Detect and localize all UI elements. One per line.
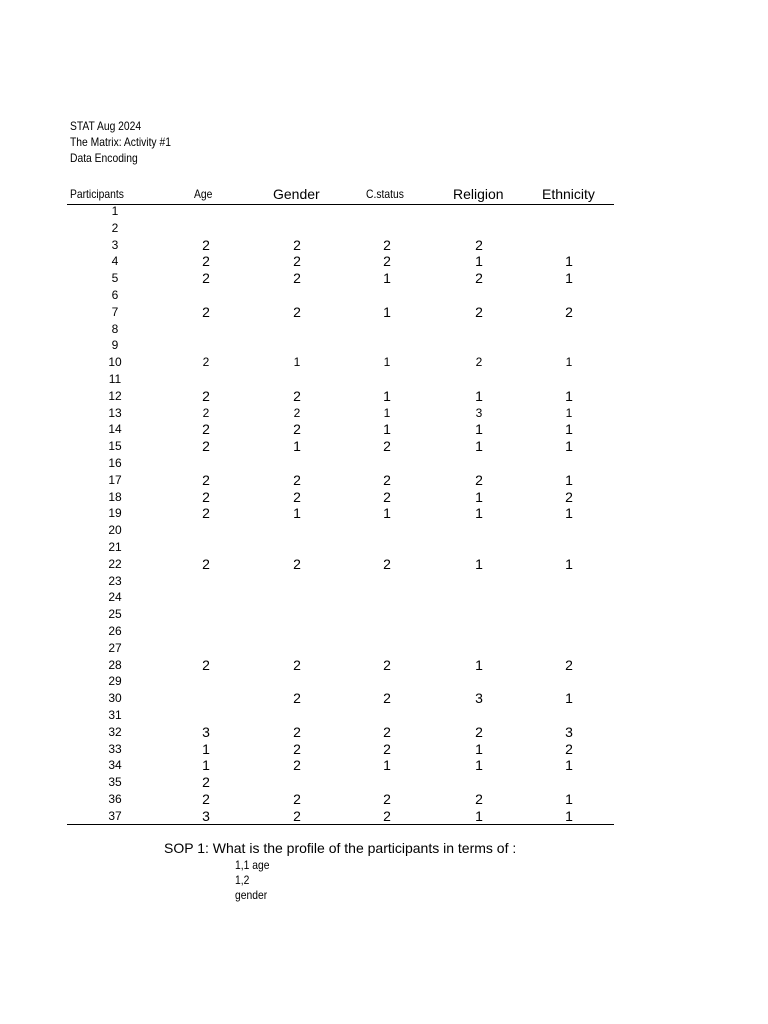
ethnicity-value: 2 xyxy=(565,488,573,505)
age-value: 2 xyxy=(202,253,210,270)
ethnicity-value xyxy=(549,455,589,472)
religion-value: 1 xyxy=(475,488,483,505)
gender-value: 2 xyxy=(293,387,301,404)
participant-id: 9 xyxy=(111,338,119,353)
participant-id: 4 xyxy=(111,254,119,269)
participant-id: 33 xyxy=(108,741,122,756)
table-row xyxy=(0,455,768,472)
ethnicity-value xyxy=(549,337,589,354)
cstatus-value: 2 xyxy=(383,438,391,455)
cstatus-value xyxy=(367,774,407,791)
cstatus-value xyxy=(367,337,407,354)
table-row xyxy=(0,673,768,690)
age-value: 2 xyxy=(202,405,210,420)
ethnicity-value: 3 xyxy=(565,723,573,740)
table-row xyxy=(0,791,768,808)
participant-id: 16 xyxy=(108,456,122,470)
gender-value xyxy=(277,640,317,657)
ethnicity-value: 1 xyxy=(565,555,573,572)
age-value: 2 xyxy=(202,387,210,404)
religion-value xyxy=(459,623,499,640)
ethnicity-value xyxy=(549,522,589,539)
religion-value xyxy=(459,287,499,304)
gender-value: 2 xyxy=(293,253,301,270)
religion-value xyxy=(459,573,499,590)
column-header-ethnicity: Ethnicity xyxy=(542,186,595,202)
table-row xyxy=(0,556,768,573)
participant-id: 32 xyxy=(108,724,122,739)
table-row xyxy=(0,371,768,388)
cstatus-value xyxy=(367,371,407,388)
ethnicity-value xyxy=(549,220,589,237)
ethnicity-value xyxy=(549,640,589,657)
age-value xyxy=(186,673,226,690)
column-header-religion: Religion xyxy=(453,186,504,202)
cstatus-value: 1 xyxy=(383,757,391,774)
religion-value xyxy=(459,337,499,354)
age-value: 2 xyxy=(202,656,210,673)
age-value xyxy=(186,606,226,623)
cstatus-value: 1 xyxy=(383,355,391,370)
participant-id: 27 xyxy=(108,640,122,655)
age-value: 3 xyxy=(202,807,210,824)
cstatus-value: 2 xyxy=(383,471,391,488)
gender-value: 2 xyxy=(293,807,301,824)
gender-value xyxy=(277,522,317,539)
participant-id: 30 xyxy=(108,691,122,706)
religion-value: 1 xyxy=(475,387,483,404)
participant-id: 36 xyxy=(108,792,122,806)
cstatus-value xyxy=(367,623,407,640)
gender-value xyxy=(277,220,317,237)
religion-value xyxy=(459,522,499,539)
religion-value xyxy=(459,220,499,237)
sop-item: 1,1 age xyxy=(235,858,270,872)
cstatus-value: 2 xyxy=(383,555,391,572)
gender-value: 2 xyxy=(293,791,301,807)
ethnicity-value xyxy=(549,707,589,724)
cstatus-value xyxy=(367,321,407,338)
age-value: 2 xyxy=(202,555,210,572)
ethnicity-value: 1 xyxy=(565,690,573,707)
cstatus-value xyxy=(367,589,407,606)
ethnicity-value xyxy=(549,287,589,304)
age-value: 1 xyxy=(202,740,210,757)
participant-id: 34 xyxy=(108,758,122,773)
cstatus-value: 2 xyxy=(383,236,391,253)
header-line-1: STAT Aug 2024 xyxy=(70,119,142,133)
cstatus-value: 1 xyxy=(383,405,391,420)
gender-value xyxy=(277,707,317,724)
cstatus-value xyxy=(367,606,407,623)
gender-value xyxy=(277,774,317,791)
religion-value: 2 xyxy=(475,236,483,253)
gender-value: 2 xyxy=(293,757,301,774)
gender-value: 1 xyxy=(293,438,301,455)
ethnicity-value: 1 xyxy=(565,253,573,270)
religion-value xyxy=(459,589,499,606)
table-row xyxy=(0,388,768,405)
religion-value: 2 xyxy=(475,471,483,488)
religion-value xyxy=(459,539,499,556)
table-row xyxy=(0,589,768,606)
participant-id: 1 xyxy=(111,204,119,218)
gender-value xyxy=(277,673,317,690)
gender-value xyxy=(277,589,317,606)
cstatus-value: 1 xyxy=(383,303,391,320)
cstatus-value: 2 xyxy=(383,488,391,505)
age-value: 3 xyxy=(202,723,210,740)
participant-id: 11 xyxy=(108,372,122,386)
participant-id: 15 xyxy=(108,439,122,454)
gender-value: 2 xyxy=(293,723,301,740)
participant-id: 35 xyxy=(108,775,122,790)
cstatus-value: 1 xyxy=(383,505,391,522)
ethnicity-value xyxy=(549,237,589,254)
religion-value: 2 xyxy=(475,723,483,740)
gender-value xyxy=(277,539,317,556)
column-header-age: Age xyxy=(194,187,213,201)
religion-value: 1 xyxy=(475,505,483,522)
participant-id: 29 xyxy=(108,674,122,689)
participant-id: 6 xyxy=(111,288,119,302)
column-header-cstatus: C.status xyxy=(366,187,404,201)
religion-value xyxy=(459,673,499,690)
column-header-participants: Participants xyxy=(70,187,124,201)
sop-item: gender xyxy=(235,888,268,902)
participant-id: 3 xyxy=(111,237,119,252)
gender-value: 1 xyxy=(293,505,301,522)
table-row xyxy=(0,472,768,489)
participant-id: 24 xyxy=(108,590,122,605)
ethnicity-value: 1 xyxy=(565,421,573,438)
ethnicity-value: 1 xyxy=(565,405,573,420)
ethnicity-value: 1 xyxy=(565,791,573,807)
ethnicity-value xyxy=(549,203,589,220)
religion-value: 2 xyxy=(475,791,483,807)
gender-value xyxy=(277,455,317,472)
participant-id: 31 xyxy=(108,708,122,722)
age-value xyxy=(186,455,226,472)
table-row xyxy=(0,220,768,237)
religion-value xyxy=(459,707,499,724)
gender-value: 2 xyxy=(293,690,301,707)
age-value xyxy=(186,539,226,556)
religion-value: 1 xyxy=(475,807,483,824)
table-row xyxy=(0,287,768,304)
participant-id: 20 xyxy=(108,523,122,538)
gender-value xyxy=(277,606,317,623)
participant-id: 22 xyxy=(108,556,122,571)
age-value: 2 xyxy=(202,236,210,253)
table-row xyxy=(0,203,768,220)
participant-id: 10 xyxy=(108,355,122,370)
participant-id: 25 xyxy=(108,607,122,622)
table-row xyxy=(0,489,768,506)
table-row xyxy=(0,438,768,455)
table-row xyxy=(0,270,768,287)
religion-value: 3 xyxy=(475,405,483,420)
table-row xyxy=(0,640,768,657)
participant-id: 37 xyxy=(108,808,122,823)
age-value xyxy=(186,371,226,388)
header-line-2: The Matrix: Activity #1 xyxy=(70,135,171,149)
religion-value: 1 xyxy=(475,656,483,673)
gender-value: 2 xyxy=(293,270,301,287)
age-value: 2 xyxy=(202,303,210,320)
participant-id: 19 xyxy=(108,506,122,521)
gender-value xyxy=(277,573,317,590)
table-row xyxy=(0,573,768,590)
ethnicity-value: 2 xyxy=(565,740,573,757)
cstatus-value: 2 xyxy=(383,791,391,807)
ethnicity-value: 2 xyxy=(565,303,573,320)
ethnicity-value: 1 xyxy=(565,807,573,824)
participant-id: 5 xyxy=(111,271,119,286)
table-row xyxy=(0,690,768,707)
age-value: 2 xyxy=(202,791,210,807)
table-row xyxy=(0,421,768,438)
religion-value: 1 xyxy=(475,421,483,438)
ethnicity-value: 1 xyxy=(565,270,573,287)
gender-value: 2 xyxy=(293,471,301,488)
cstatus-value xyxy=(367,220,407,237)
ethnicity-value xyxy=(549,774,589,791)
cstatus-value xyxy=(367,287,407,304)
table-row xyxy=(0,337,768,354)
ethnicity-value: 2 xyxy=(565,656,573,673)
cstatus-value xyxy=(367,707,407,724)
religion-value xyxy=(459,455,499,472)
header-line-3: Data Encoding xyxy=(70,151,138,165)
cstatus-value: 1 xyxy=(383,421,391,438)
age-value xyxy=(186,623,226,640)
table-row xyxy=(0,724,768,741)
table-row xyxy=(0,808,768,825)
age-value: 2 xyxy=(202,421,210,438)
religion-value xyxy=(459,640,499,657)
gender-value xyxy=(277,203,317,220)
ethnicity-value xyxy=(549,623,589,640)
gender-value: 2 xyxy=(293,236,301,253)
gender-value: 2 xyxy=(293,555,301,572)
age-value xyxy=(186,573,226,590)
religion-value xyxy=(459,774,499,791)
gender-value xyxy=(277,321,317,338)
participant-id: 26 xyxy=(108,624,122,638)
religion-value: 1 xyxy=(475,253,483,270)
gender-value: 1 xyxy=(293,355,301,370)
gender-value: 2 xyxy=(293,488,301,505)
cstatus-value: 2 xyxy=(383,690,391,707)
age-value xyxy=(186,287,226,304)
table-row xyxy=(0,657,768,674)
cstatus-value xyxy=(367,539,407,556)
ethnicity-value: 1 xyxy=(565,355,573,370)
age-value xyxy=(186,640,226,657)
participant-id: 18 xyxy=(108,489,122,504)
religion-value xyxy=(459,371,499,388)
cstatus-value xyxy=(367,673,407,690)
ethnicity-value xyxy=(549,539,589,556)
participant-id: 2 xyxy=(111,220,119,235)
participant-id: 17 xyxy=(108,472,122,487)
cstatus-value xyxy=(367,455,407,472)
ethnicity-value: 1 xyxy=(565,505,573,522)
age-value: 2 xyxy=(202,355,210,370)
table-row xyxy=(0,623,768,640)
sop-question: SOP 1: What is the profile of the participants in terms of : xyxy=(164,840,517,856)
gender-value: 2 xyxy=(293,740,301,757)
gender-value xyxy=(277,337,317,354)
age-value xyxy=(186,522,226,539)
table-row xyxy=(0,757,768,774)
table-row xyxy=(0,741,768,758)
age-value: 2 xyxy=(202,438,210,455)
table-row xyxy=(0,774,768,791)
participant-id: 28 xyxy=(108,657,122,672)
cstatus-value: 2 xyxy=(383,253,391,270)
gender-value: 2 xyxy=(293,303,301,320)
table-bottom-rule xyxy=(67,824,614,825)
ethnicity-value xyxy=(549,673,589,690)
religion-value: 2 xyxy=(475,355,483,370)
participant-id: 7 xyxy=(111,304,119,319)
ethnicity-value: 1 xyxy=(565,471,573,488)
gender-value xyxy=(277,623,317,640)
gender-value xyxy=(277,371,317,388)
table-row xyxy=(0,405,768,422)
cstatus-value xyxy=(367,522,407,539)
ethnicity-value: 1 xyxy=(565,438,573,455)
table-row xyxy=(0,253,768,270)
gender-value: 2 xyxy=(293,405,301,420)
age-value: 2 xyxy=(202,488,210,505)
cstatus-value: 1 xyxy=(383,387,391,404)
ethnicity-value xyxy=(549,589,589,606)
table-row xyxy=(0,522,768,539)
religion-value: 1 xyxy=(475,740,483,757)
religion-value xyxy=(459,203,499,220)
age-value: 2 xyxy=(202,774,210,791)
cstatus-value: 2 xyxy=(383,807,391,824)
religion-value xyxy=(459,606,499,623)
age-value: 2 xyxy=(202,505,210,522)
age-value: 2 xyxy=(202,471,210,488)
table-row xyxy=(0,321,768,338)
participant-id: 8 xyxy=(111,321,119,336)
participant-id: 21 xyxy=(108,540,122,554)
religion-value: 2 xyxy=(475,303,483,320)
religion-value: 3 xyxy=(475,690,483,707)
gender-value: 2 xyxy=(293,421,301,438)
cstatus-value: 2 xyxy=(383,656,391,673)
religion-value xyxy=(459,321,499,338)
age-value xyxy=(186,690,226,707)
ethnicity-value: 1 xyxy=(565,387,573,404)
cstatus-value: 2 xyxy=(383,723,391,740)
sop-item: 1,2 xyxy=(235,873,250,887)
participant-id: 23 xyxy=(108,573,122,588)
cstatus-value xyxy=(367,203,407,220)
cstatus-value xyxy=(367,573,407,590)
table-row xyxy=(0,304,768,321)
age-value xyxy=(186,220,226,237)
age-value: 1 xyxy=(202,757,210,774)
religion-value: 1 xyxy=(475,438,483,455)
gender-value: 2 xyxy=(293,656,301,673)
table-row xyxy=(0,707,768,724)
age-value xyxy=(186,707,226,724)
table-row xyxy=(0,505,768,522)
column-header-gender: Gender xyxy=(273,186,320,202)
age-value xyxy=(186,589,226,606)
cstatus-value xyxy=(367,640,407,657)
ethnicity-value xyxy=(549,371,589,388)
table-row xyxy=(0,606,768,623)
age-value: 2 xyxy=(202,270,210,287)
age-value xyxy=(186,203,226,220)
participant-id: 14 xyxy=(108,422,122,437)
ethnicity-value xyxy=(549,606,589,623)
cstatus-value: 2 xyxy=(383,740,391,757)
ethnicity-value xyxy=(549,573,589,590)
ethnicity-value xyxy=(549,321,589,338)
participant-id: 13 xyxy=(108,405,122,420)
religion-value: 2 xyxy=(475,270,483,287)
table-row xyxy=(0,237,768,254)
age-value xyxy=(186,337,226,354)
cstatus-value: 1 xyxy=(383,270,391,287)
table-row xyxy=(0,354,768,371)
religion-value: 1 xyxy=(475,757,483,774)
gender-value xyxy=(277,287,317,304)
ethnicity-value: 1 xyxy=(565,757,573,774)
table-row xyxy=(0,539,768,556)
religion-value: 1 xyxy=(475,555,483,572)
participant-id: 12 xyxy=(108,388,122,403)
age-value xyxy=(186,321,226,338)
